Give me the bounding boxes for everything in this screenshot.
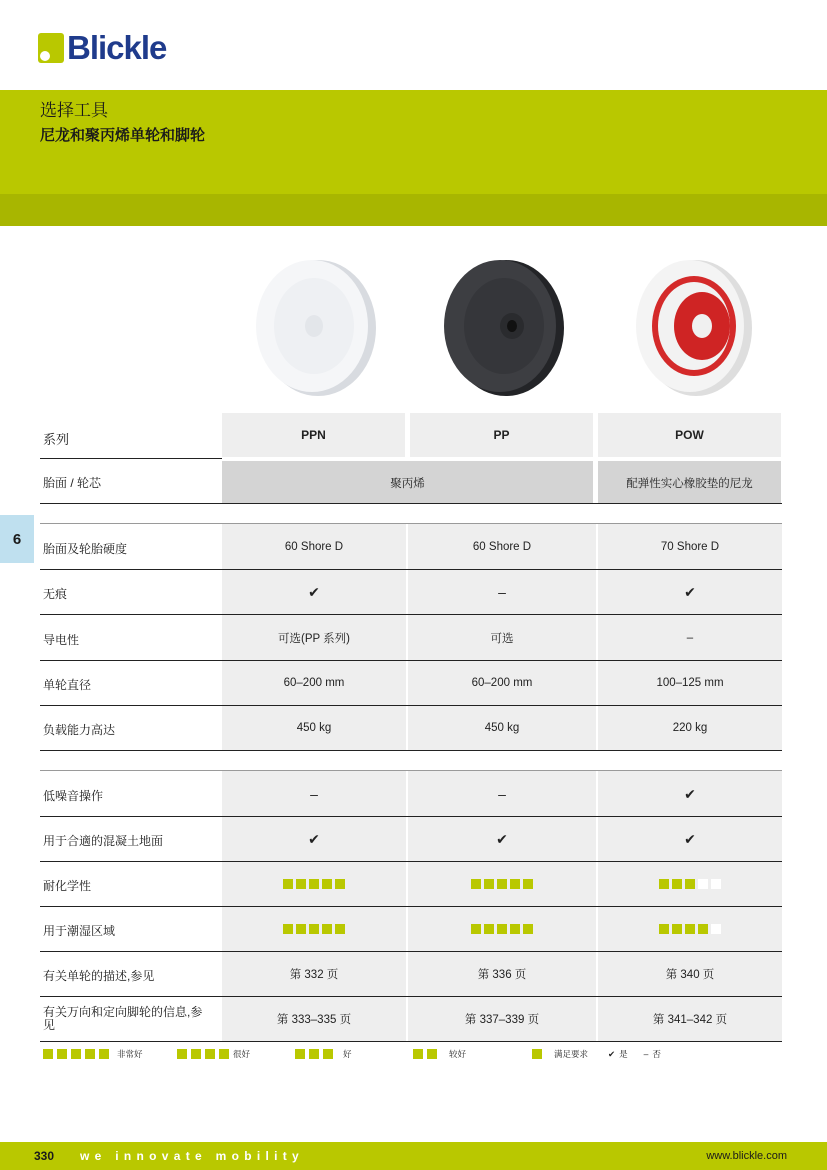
row-label-diameter: 单轮直径: [43, 678, 92, 692]
low-noise-ppn: –: [310, 786, 318, 802]
rating-squares: [659, 879, 721, 889]
rating-square-filled: [296, 879, 306, 889]
legend-satisfies: [532, 1048, 588, 1060]
table-rule: [40, 1041, 782, 1042]
caster-info-pow[interactable]: 第 341–342 页: [652, 1014, 728, 1026]
row-label-tread: 胎面 / 轮芯: [43, 476, 102, 490]
rating-square-filled: [523, 879, 533, 889]
blickle-logo: [38, 29, 167, 66]
rating-square-filled: [309, 879, 319, 889]
rating-square-filled: [497, 879, 507, 889]
logo-text: Blickle: [67, 29, 167, 66]
footer-url[interactable]: www.blickle.com: [706, 1150, 787, 1162]
legend-excellent: [43, 1048, 143, 1060]
row-label-capacity: 负载能力高达: [43, 723, 116, 737]
legend-excellent-label: 非常好: [117, 1049, 143, 1059]
hardness-ppn: 60 Shore D: [284, 541, 344, 553]
tread-cell-pp-group: 聚丙烯: [222, 461, 593, 504]
conductive-ppn: 可选(PP 系列): [278, 632, 350, 645]
hardness-pow: 70 Shore D: [660, 541, 720, 553]
rating-square-filled: [322, 924, 332, 934]
footer-slogan: we innovate mobility: [80, 1149, 305, 1163]
non-marking-ppn: ✔: [308, 583, 320, 600]
caster-info-ppn[interactable]: 第 333–335 页: [276, 1014, 352, 1026]
rating-square-filled: [471, 924, 481, 934]
row-label-caster-info: 有关万向和定向脚轮的信息,参见: [43, 1005, 203, 1032]
legend-yes-no: [608, 1048, 661, 1060]
rating-square-filled: [283, 879, 293, 889]
rating-square-filled: [659, 924, 669, 934]
rating-square-filled: [484, 879, 494, 889]
diameter-ppn: 60–200 mm: [283, 677, 345, 689]
row-label-floor: 用于合適的混凝土地面: [43, 834, 164, 848]
rating-square-filled: [335, 879, 345, 889]
legend-good-label: 好: [343, 1049, 352, 1059]
legend-no-label: 否: [652, 1049, 661, 1059]
rating-square-filled: [659, 879, 669, 889]
rating-squares: [659, 924, 721, 934]
column-header-ppn: PPN: [222, 413, 405, 457]
row-label-wet: 用于潮湿区域: [43, 924, 116, 938]
row-label-wheel-info: 有关单轮的描述,参见: [43, 969, 155, 983]
rating-square-filled: [685, 924, 695, 934]
legend-check-icon: ✔: [608, 1048, 616, 1059]
header-band-lower: [0, 194, 827, 226]
rating-square-filled: [523, 924, 533, 934]
diameter-pp: 60–200 mm: [471, 677, 533, 689]
rating-square-filled: [322, 879, 332, 889]
rating-square-empty: [711, 924, 721, 934]
table-rule: [40, 458, 222, 459]
row-label-chemical: 耐化学性: [43, 879, 92, 893]
legend-fair-label: 较好: [449, 1049, 467, 1059]
conductive-pow: –: [686, 631, 694, 644]
rating-square-filled: [296, 924, 306, 934]
wheel-image-pow: [630, 252, 756, 400]
legend-very-good: [177, 1048, 250, 1060]
wheel-info-pow[interactable]: 第 340 页: [665, 969, 715, 981]
row-label-non-marking: 无痕: [43, 587, 68, 601]
chemical-rating-ppn: [222, 862, 406, 906]
page-subtitle: 尼龙和聚丙烯单轮和脚轮: [40, 127, 206, 144]
table-rule: [40, 750, 782, 751]
rating-square-filled: [698, 924, 708, 934]
row-label-low-noise: 低噪音操作: [43, 789, 104, 803]
low-noise-pp: –: [498, 786, 506, 802]
wheel-info-pp[interactable]: 第 336 页: [477, 969, 527, 981]
hardness-pp: 60 Shore D: [472, 541, 532, 553]
legend-satisfies-label: 满足要求: [554, 1049, 589, 1059]
legend-fair: [413, 1048, 466, 1060]
rating-square-filled: [510, 879, 520, 889]
rating-square-filled: [335, 924, 345, 934]
legend-yes-label: 是: [619, 1049, 628, 1059]
non-marking-pp: –: [498, 584, 506, 600]
rating-square-filled: [672, 924, 682, 934]
wet-rating-pow: [598, 907, 782, 951]
chapter-tab[interactable]: 6: [0, 515, 34, 563]
wet-rating-ppn: [222, 907, 406, 951]
rating-square-filled: [484, 924, 494, 934]
rating-squares: [283, 879, 345, 889]
rating-square-empty: [698, 879, 708, 889]
floor-pow: ✔: [684, 830, 696, 847]
rating-square-filled: [510, 924, 520, 934]
rating-squares: [283, 924, 345, 934]
legend-good: [295, 1048, 352, 1060]
capacity-pp: 450 kg: [484, 722, 520, 734]
legend-very-good-label: 很好: [233, 1049, 251, 1059]
non-marking-pow: ✔: [684, 583, 696, 600]
rating-square-filled: [672, 879, 682, 889]
rating-square-filled: [283, 924, 293, 934]
low-noise-pow: ✔: [684, 785, 696, 802]
row-label-series: 系列: [43, 432, 70, 447]
column-header-pp: PP: [410, 413, 593, 457]
page-number: 330: [34, 1149, 55, 1163]
rating-square-filled: [685, 879, 695, 889]
table-rule: [40, 503, 782, 504]
rating-square-empty: [711, 879, 721, 889]
rating-squares: [471, 879, 533, 889]
row-label-conductive: 导电性: [43, 633, 80, 647]
row-label-hardness: 胎面及轮胎硬度: [43, 542, 128, 556]
chemical-rating-pow: [598, 862, 782, 906]
logo-mark-icon: [38, 33, 64, 63]
column-header-pow: POW: [598, 413, 781, 457]
floor-pp: ✔: [496, 830, 508, 847]
wheel-image-pp: [438, 252, 568, 400]
conductive-pp: 可选: [490, 632, 514, 645]
wheel-image-ppn: [250, 252, 380, 400]
diameter-pow: 100–125 mm: [656, 677, 724, 689]
floor-ppn: ✔: [308, 830, 320, 847]
wet-rating-pp: [408, 907, 596, 951]
rating-square-filled: [497, 924, 507, 934]
capacity-pow: 220 kg: [672, 722, 708, 734]
capacity-ppn: 450 kg: [296, 722, 332, 734]
chemical-rating-pp: [408, 862, 596, 906]
rating-square-filled: [309, 924, 319, 934]
page-title: 选择工具: [40, 101, 108, 120]
caster-info-pp[interactable]: 第 337–339 页: [464, 1014, 540, 1026]
wheel-info-ppn[interactable]: 第 332 页: [289, 969, 339, 981]
rating-square-filled: [471, 879, 481, 889]
legend-dash-icon: –: [643, 1049, 649, 1059]
tread-cell-pow: 配弹性实心橡胶垫的尼龙: [598, 461, 781, 504]
rating-squares: [471, 924, 533, 934]
